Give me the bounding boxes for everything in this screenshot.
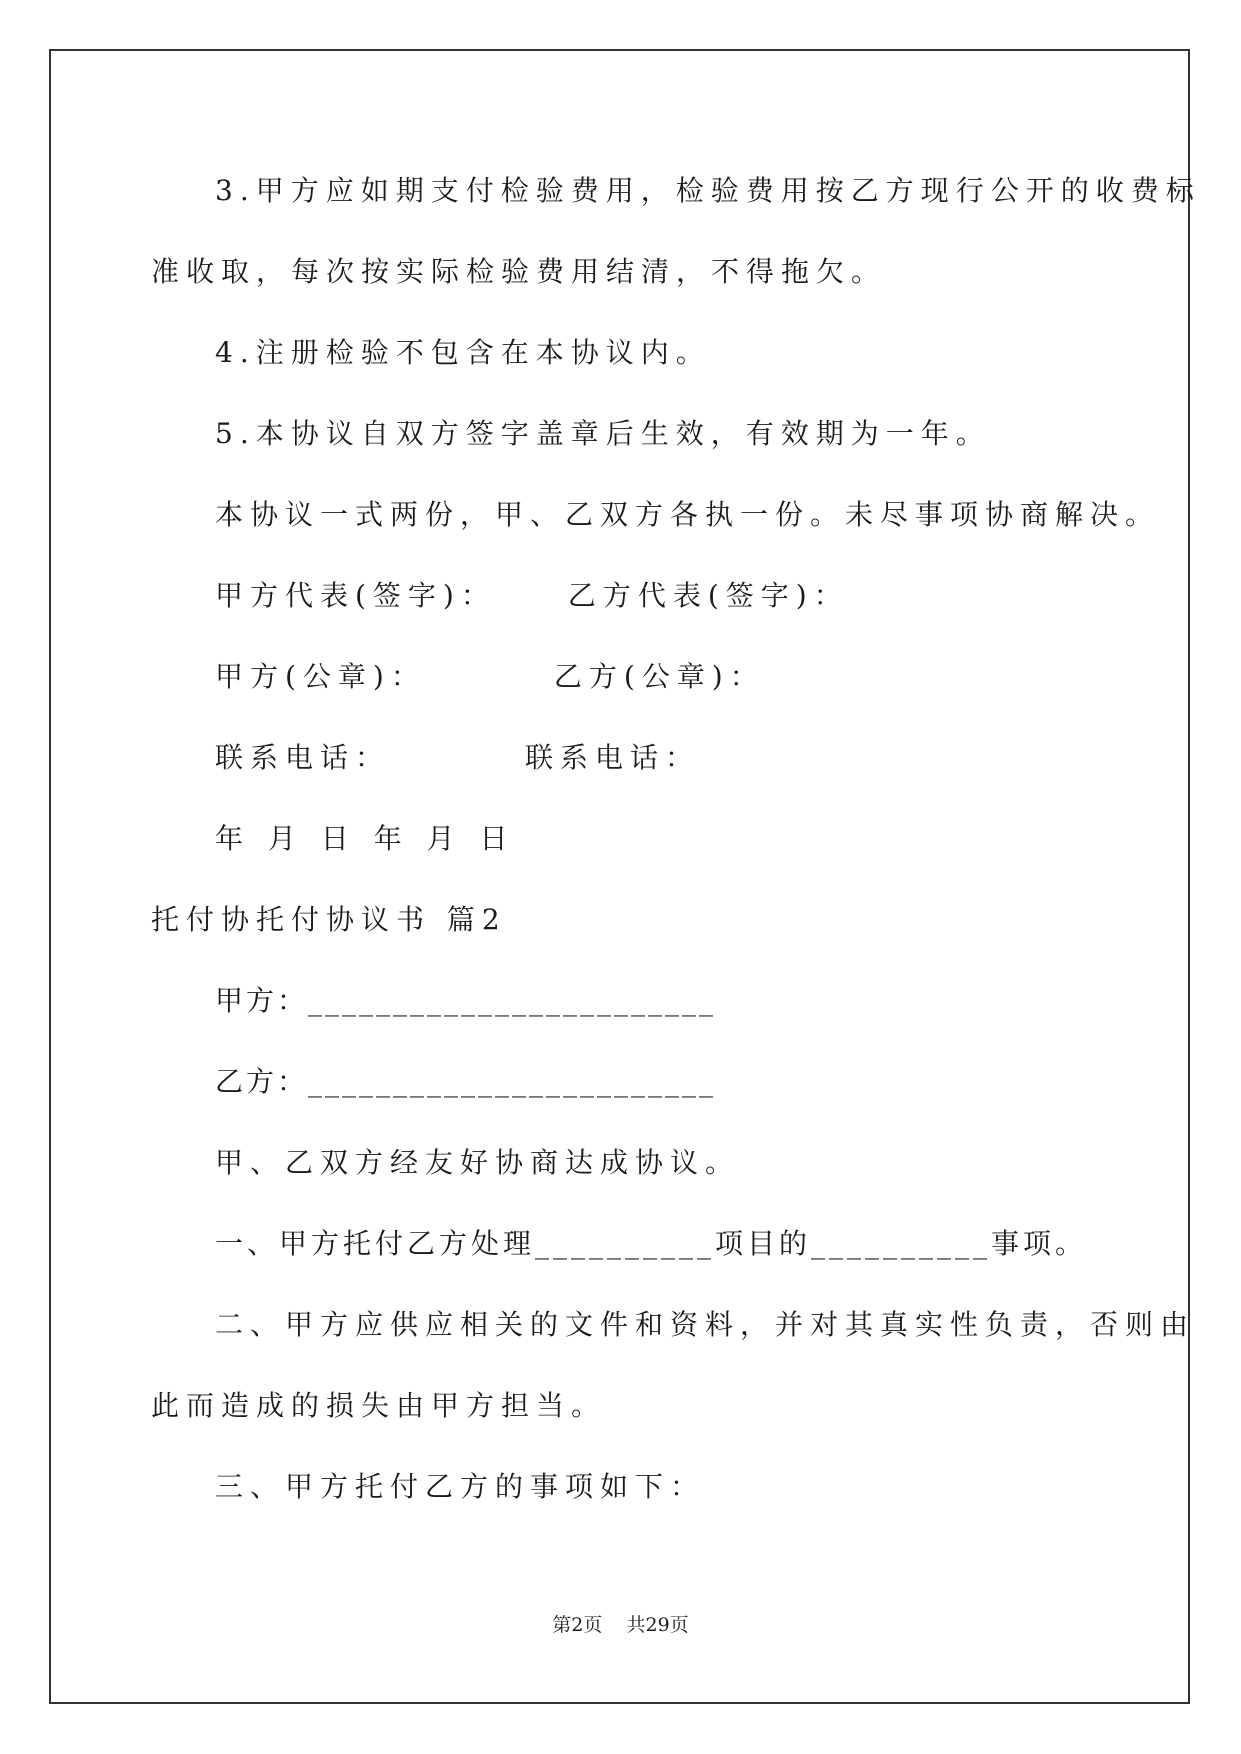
- paragraph-3-line1: 3.甲方应如期支付检验费用，检验费用按乙方现行公开的收费标: [215, 174, 1201, 207]
- signature-seal-row: [215, 657, 765, 697]
- section-title: 托付协托付协议书 篇2: [151, 903, 507, 936]
- item-3: 三、甲方托付乙方的事项如下：: [215, 1470, 706, 1503]
- party-a-seal-label: 甲方(公章)：: [215, 660, 426, 693]
- signature-rep-row: [215, 576, 849, 616]
- party-a-line: 甲方：________________________: [215, 984, 717, 1017]
- party-b-rep-label: 乙方代表(签字)：: [567, 579, 849, 612]
- item-2-line1: 二、甲方应供应相关的文件和资料，并对其真实性负责，否则由: [215, 1308, 1196, 1341]
- agreement-intro: 甲、乙双方经友好协商达成协议。: [215, 1146, 741, 1179]
- page-number-label: 第2页 共29页: [552, 1614, 689, 1636]
- phone-row: [215, 738, 700, 778]
- paragraph-5: 5.本协议自双方签字盖章后生效，有效期为一年。: [215, 417, 991, 450]
- paragraph-3-line2: 准收取，每次按实际检验费用结清，不得拖欠。: [151, 255, 887, 288]
- party-b-line: 乙方：________________________: [215, 1065, 717, 1098]
- page-border: [49, 49, 1190, 1704]
- paragraph-copies: 本协议一式两份，甲、乙双方各执一份。未尽事项协商解决。: [215, 498, 1161, 531]
- phone-a-label: 联系电话：: [215, 741, 391, 774]
- party-b-seal-label: 乙方(公章)：: [553, 660, 765, 693]
- paragraph-4: 4.注册检验不包含在本协议内。: [215, 336, 711, 369]
- page-footer: [0, 1612, 1241, 1638]
- party-a-rep-label: 甲方代表(签字)：: [215, 579, 496, 612]
- phone-b-label: 联系电话：: [525, 741, 701, 774]
- item-2-line2: 此而造成的损失由甲方担当。: [151, 1389, 607, 1422]
- item-1: 一、甲方托付乙方处理__________项目的__________事项。: [215, 1227, 1088, 1260]
- date-row: 年 月 日 年 月 日: [215, 822, 516, 855]
